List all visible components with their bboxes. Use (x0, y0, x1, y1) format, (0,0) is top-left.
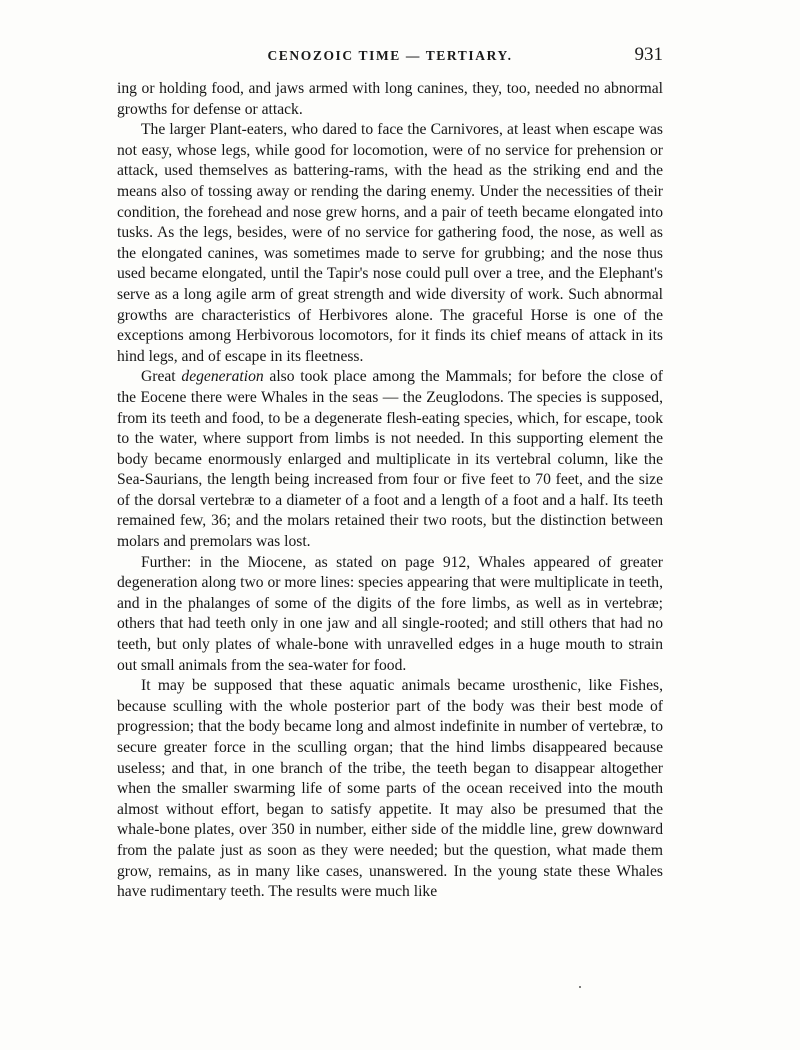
running-head (117, 44, 663, 68)
emphasized-term: degeneration (181, 368, 264, 386)
paragraph-text: ing or holding food, and jaws armed with long canines, they, too, needed no abnormal growths for defense or attack. (117, 80, 663, 118)
paragraph-text: The larger Plant-eaters, who dared to face the Carnivores, at least when escape was not easy, whose legs, while good for locomotion, were of no service for prehension or attack, used themselves as battering-rams, with the head as the striking end and the means also of tossing away or rending the daring enemy. Under the necessities of their condition, the forehead and nose grew horns, and a pair of teeth became elongated into tusks. As the legs, besides, were of no service for gathering food, the nose, as well as the elongated canines, was sometimes made to serve for grubbing; and the nose thus used became elongated, until the Tapir's nose could pull over a tree, and the Elephant's serve as a long agile arm of great strength and wide diversity of work. Such abnormal growths are characteristics of Herbivores alone. The graceful Horse is one of the exceptions among Herbivorous locomotors, for it finds its chief means of attack in its hind legs, and of escape in its fleetness. (117, 121, 663, 365)
running-title: CENOZOIC TIME — TERTIARY. (267, 48, 513, 63)
body-text (117, 79, 663, 903)
paragraph-lead-text: Great (141, 368, 182, 386)
paragraph-miocene-whales (117, 553, 663, 677)
paragraph-text: Further: in the Miocene, as stated on page 912, Whales appeared of greater degeneration along two or more lines: species appearing that were multiplicate in teeth, and in the phalanges of some of the digits of the fore limbs, as well as in vertebræ; others that had teeth only in one jaw and all single-rooted; and still others that had no teeth, but only plates of whale-bone with unravelled edges in a huge mouth to strain out small animals from the sea-water for food. (117, 553, 663, 674)
paragraph-degeneration (117, 367, 663, 552)
print-speck (579, 986, 581, 988)
paragraph-continued (117, 79, 663, 120)
paragraph-text: also took place among the Mammals; for before the close of the Eocene there were Whales in the seas — the Zeuglodons. The species is supposed, from its teeth and food, to be a degenerate flesh-eating species, which, for escape, took to the water, where support from limbs is not needed. In this supporting element the body became enormously enlarged and multiplicate in its vertebral column, like the Sea-Saurians, the length being increased from four or five feet to 70 feet, and the size of the dorsal vertebræ to a diameter of a foot and a length of a foot and a half. Its teeth remained few, 36; and the molars retained their two roots, but the distinction between molars and premolars was lost. (117, 368, 663, 551)
page-number: 931 (634, 44, 663, 65)
paragraph-text: It may be supposed that these aquatic animals became urosthenic, like Fishes, because sculling with the whole posterior part of the body was their best mode of progression; that the body became long and almost indefinite in number of vertebræ, to secure greater force in the sculling organ; that the hind limbs disappeared because useless; and that, in one branch of the tribe, the teeth began to disappear altogether when the smaller swarming life of some parts of the ocean received into the mouth almost without effort, began to satisfy appetite. It may also be presumed that the whale-bone plates, over 350 in number, either side of the middle line, grew downward from the palate just as soon as they were needed; but the question, what made them grow, remains, as in many like cases, unanswered. In the young state these Whales have rudimentary teeth. The results were much like (117, 677, 663, 901)
paragraph-aquatic-animals (117, 676, 663, 903)
paragraph-plant-eaters (117, 120, 663, 367)
